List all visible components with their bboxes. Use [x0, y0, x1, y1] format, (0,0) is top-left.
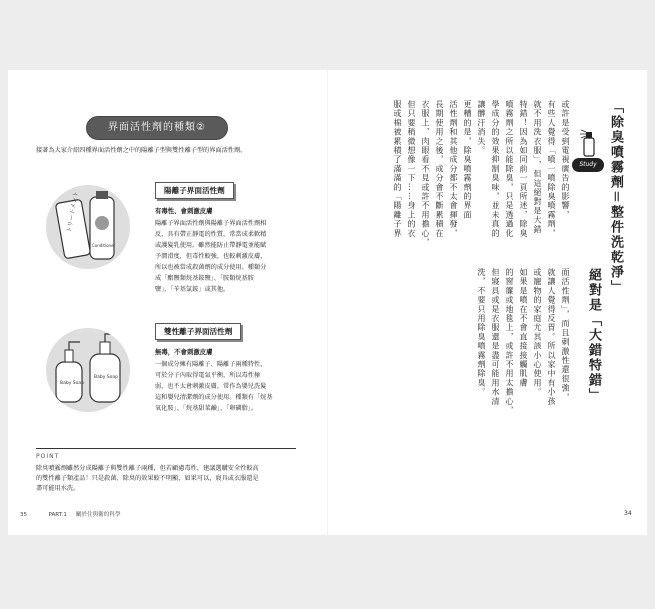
- body-column: 衣服上，肉眼看不見或許不用擔心，: [421, 100, 430, 248]
- body-column: 活性劑和其他成分都不太會揮發，: [449, 100, 458, 238]
- tube-label: トリートメント: [65, 190, 80, 234]
- cationic-subtitle: 有毒性、會刺激皮膚: [155, 207, 213, 215]
- body-column: 就不用洗衣服」，但這絕對是大錯: [533, 100, 542, 234]
- left-footer: [20, 510, 121, 518]
- article-title-top: 「除臭噴霧劑＝整件洗乾淨」: [608, 100, 623, 296]
- body-column: 或寵物的家庭尤其該小心使用。: [533, 268, 542, 397]
- cationic-products-illustration: [46, 185, 130, 269]
- part-title: 關於住與衛的科學: [75, 512, 121, 518]
- bottle2-label: Baby Soap: [94, 375, 119, 380]
- spray-bottle-icon: [578, 126, 600, 158]
- body-column: 特錯！因為如同前一頁所述，除臭: [519, 100, 528, 238]
- point-divider: [36, 448, 296, 449]
- bottle1-label: Baby Soap: [60, 381, 85, 386]
- body-column: 或許是受到電視廣告的影響，: [561, 100, 570, 220]
- body-column: 就讓人覺得反胃。所以家中有小孩: [547, 268, 556, 406]
- page-number-right: 34: [624, 510, 632, 517]
- body-column: 學成分的效果抑制臭味，並未真的: [491, 100, 500, 238]
- treatment-tube-icon: [46, 185, 130, 269]
- section-banner: 界面活性劑的種類②: [86, 116, 228, 140]
- left-page: [8, 70, 327, 535]
- cationic-title: 陽離子界面活性劑: [155, 182, 234, 199]
- intro-text: 接著為大家介紹四種界面活性劑之中的陽離子型與雙性離子型的界面活性劑。: [36, 147, 247, 154]
- page-number-left: 35: [20, 512, 28, 518]
- body-column: 長期使用之後，成分會不斷累積在: [435, 100, 444, 238]
- cationic-body: 陽離子界面活性劑與陽離子界面活性劑相 反，具有帶正靜電的性質，常當成柔軟精 或護髮乳使用。雖然能防止帶靜電並能賦 予潤滑度，但毒性較強，也較刺激皮膚， 所以也被當成殺菌劑的成分使用。種類分 成「酯鹽類烷基銨鹽」、「胺類烷基胺 鹽」、「苄基氯銨」或其他。: [155, 220, 267, 293]
- body-column: 有些人覺得「噴一噴除臭噴霧劑，: [547, 100, 556, 238]
- body-column: 面活性劑」，而且刺激性還很強，: [561, 268, 570, 402]
- amphoteric-title: 雙性離子界面活性劑: [155, 323, 241, 340]
- body-column: 的窗簾或地毯上，或許不用太擔心，: [505, 268, 514, 416]
- amphoteric-products-illustration: [46, 328, 130, 412]
- article-title-bottom: 絕對是「大錯特錯」: [586, 268, 601, 403]
- can-label: Conditioner: [92, 243, 116, 248]
- body-column: 洗，不要只用除臭噴霧劑除臭。: [477, 268, 486, 397]
- body-column: 讓髒汙消失。: [477, 100, 486, 156]
- body-column: 如果是噴在不會直接接觸肌膚: [519, 268, 528, 388]
- study-badge: Study: [572, 158, 604, 172]
- body-column: 噴霧劑之所以能除臭，只是透過化: [505, 100, 514, 238]
- body-column: 服或棉被累積了滿滿的「陽離子界: [393, 100, 402, 238]
- amphoteric-subtitle: 無毒，不會刺激皮膚: [155, 348, 213, 356]
- body-column: 但只要稍微想像一下……身上的衣: [407, 100, 416, 238]
- point-text: 除臭噴霧劑雖然分成陽離子與雙性離子兩種，但若顧慮毒性，建議選購安全性較高 的雙性離子類產品！只是殺菌、除臭的效果較不明顯，如果可以，寢具或衣服還是 盡可能用水洗。: [36, 465, 259, 492]
- point-label: POINT: [36, 453, 60, 460]
- part-label: PART.1: [48, 512, 67, 518]
- right-page: [328, 70, 647, 535]
- pump-bottle-icon: [46, 328, 130, 412]
- body-column: 更糟的是，除臭噴霧劑的界面: [463, 100, 472, 220]
- amphoteric-body: 一個成分擁有陽離子、陽離子兩種特性， 可於分子內取得電氣平衡，所以毒性極 弱，也不太會刺激皮膚，常作為嬰兒洗髮 這和嬰兒清潔劑的成分使用。種類有「烷基 氧化胺」、「烷基甜菜鹼」、「卵磷脂」。: [155, 361, 273, 412]
- body-column: 但寢具或是衣服還是盡可能用水清: [491, 268, 500, 406]
